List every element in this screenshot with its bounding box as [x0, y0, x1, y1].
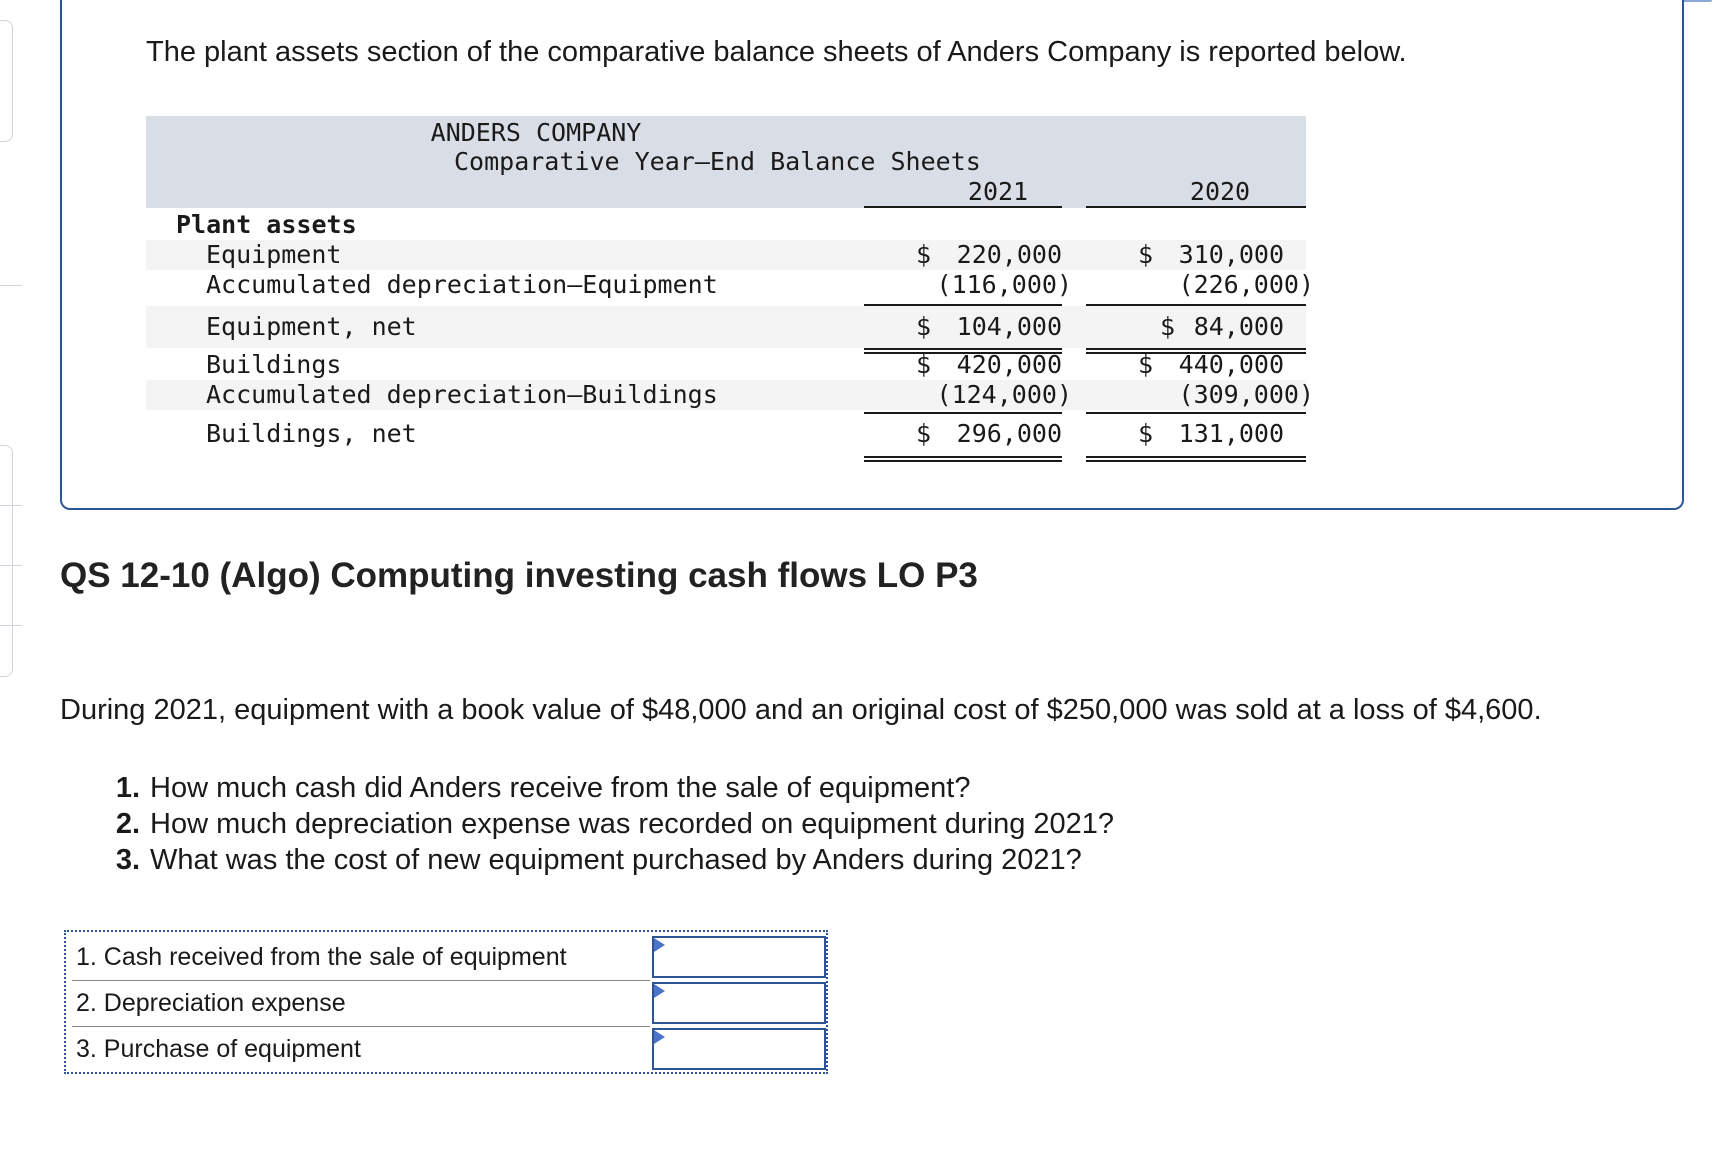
year-2020-header: 2020 — [1189, 177, 1251, 206]
value-2021: 296,000 — [956, 419, 1062, 448]
answer-table — [64, 930, 828, 1074]
total-double-line — [1086, 456, 1306, 458]
question-title: QS 12-10 (Algo) Computing investing cash flows LO P3 — [60, 556, 978, 595]
dollar-sign: $ — [916, 312, 932, 341]
answer-label: 2. Depreciation expense — [76, 989, 346, 1017]
dollar-sign: $ — [916, 350, 932, 379]
value-2020: 440,000 — [1178, 350, 1284, 379]
value-2021: (124,000) — [936, 380, 1072, 409]
section-row — [146, 210, 1306, 240]
answer-row — [72, 934, 822, 980]
dollar-sign: $ — [1160, 312, 1176, 341]
table-row — [146, 306, 1306, 348]
purchase-equipment-input[interactable] — [654, 1030, 824, 1068]
row-label: Equipment — [206, 240, 342, 269]
value-2020: 131,000 — [1178, 419, 1284, 448]
list-item — [94, 842, 1114, 878]
intro-text: The plant assets section of the comparative balance sheets of Anders Company is reported below. — [146, 36, 1407, 68]
value-2020: (226,000) — [1178, 270, 1314, 299]
list-item — [94, 806, 1114, 842]
table-row — [146, 350, 1306, 380]
row-label: Accumulated depreciation–Equipment — [206, 270, 718, 299]
list-item — [94, 770, 1114, 806]
answer-label: 3. Purchase of equipment — [76, 1035, 361, 1063]
value-2021: 220,000 — [956, 240, 1062, 269]
left-edge-card — [0, 20, 13, 142]
value-2020: (309,000) — [1178, 380, 1314, 409]
value-2021: 104,000 — [956, 312, 1062, 341]
value-2021: (116,000) — [936, 270, 1072, 299]
left-edge-divider — [0, 285, 22, 286]
problem-description: During 2021, equipment with a book value of $48,000 and an original cost of $250,000 was sold at a loss of $4,600. — [60, 694, 1542, 726]
value-2021: 420,000 — [956, 350, 1062, 379]
value-2020: 84,000 — [1193, 312, 1284, 341]
cash-received-input[interactable] — [654, 938, 824, 976]
question-text: What was the cost of new equipment purchased by Anders during 2021? — [150, 844, 1082, 876]
answer-row — [72, 1026, 822, 1072]
left-edge-divider — [0, 625, 22, 626]
left-edge-card — [0, 445, 13, 677]
year-underline — [864, 206, 1062, 208]
year-2021-header: 2021 — [967, 177, 1029, 206]
answer-label: 1. Cash received from the sale of equipment — [76, 943, 567, 971]
question-number: 2. — [115, 808, 140, 840]
value-2020: 310,000 — [1178, 240, 1284, 269]
section-label: Plant assets — [176, 210, 357, 239]
cell-marker-icon — [654, 1030, 665, 1044]
total-double-line — [864, 460, 1062, 462]
left-edge-divider — [0, 505, 22, 506]
answer-row — [72, 980, 822, 1026]
row-label: Equipment, net — [206, 312, 417, 341]
question-text: How much cash did Anders receive from the sale of equipment? — [150, 772, 971, 804]
total-double-line — [864, 456, 1062, 458]
answer-cell — [652, 936, 826, 978]
row-label: Buildings, net — [206, 419, 417, 448]
question-list — [94, 770, 1114, 878]
dollar-sign: $ — [1138, 240, 1154, 269]
dollar-sign: $ — [916, 240, 932, 269]
table-row — [146, 270, 1314, 300]
dollar-sign: $ — [1138, 350, 1154, 379]
question-number: 1. — [115, 772, 140, 804]
row-label: Buildings — [206, 350, 342, 379]
dollar-sign: $ — [1138, 419, 1154, 448]
question-number: 3. — [115, 844, 140, 876]
left-edge-divider — [0, 565, 22, 566]
table-row — [146, 414, 1306, 454]
answer-cell — [652, 982, 826, 1024]
statement-title: Comparative Year–End Balance Sheets — [454, 147, 981, 176]
cell-marker-icon — [654, 938, 665, 952]
table-row — [146, 380, 1314, 410]
question-text: How much depreciation expense was recorded on equipment during 2021? — [150, 808, 1115, 840]
total-double-line — [1086, 460, 1306, 462]
dollar-sign: $ — [916, 419, 932, 448]
table-row — [146, 240, 1306, 270]
depreciation-expense-input[interactable] — [654, 984, 824, 1022]
cell-marker-icon — [654, 984, 665, 998]
row-label: Accumulated depreciation–Buildings — [206, 380, 718, 409]
answer-cell — [652, 1028, 826, 1070]
company-name: ANDERS COMPANY — [430, 118, 642, 147]
year-underline — [1086, 206, 1306, 208]
